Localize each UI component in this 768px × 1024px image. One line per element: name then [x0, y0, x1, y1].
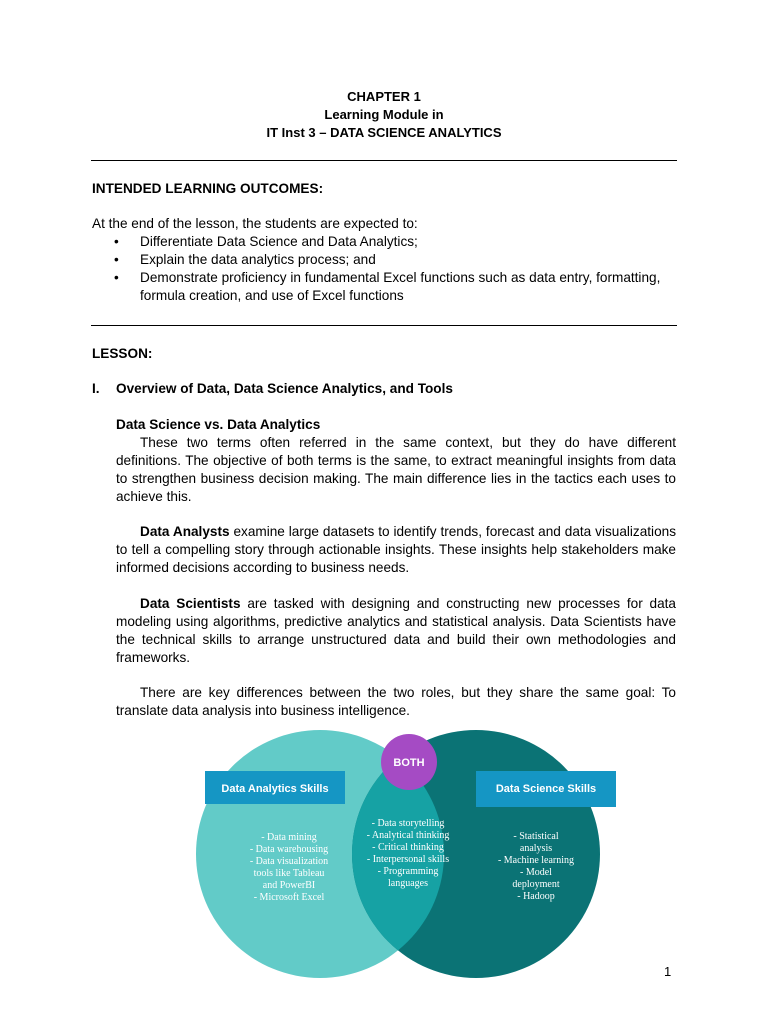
bullet-icon: •: [114, 252, 119, 267]
section-number: I.: [92, 381, 100, 396]
module-label: Learning Module in: [324, 107, 444, 122]
paragraph-data-analysts: [116, 523, 676, 577]
divider-top: [91, 160, 677, 161]
chapter-label: CHAPTER 1: [347, 89, 421, 104]
list-item: tools like Tableau: [253, 868, 325, 879]
paragraph-text: are tasked with designing and constructing new processes for data modeling using algorithms, predictive analytics and statistical analysis. Data Scientists have the technical skills to arrange unstructured data and build their own methodologies and frameworks.: [116, 596, 676, 665]
course-title: IT Inst 3 – DATA SCIENCE ANALYTICS: [266, 125, 502, 140]
term-data-analysts: Data Analysts: [140, 524, 230, 539]
list-item: - Microsoft Excel: [253, 892, 325, 903]
both-label: BOTH: [393, 757, 425, 769]
list-item-text: Demonstrate proficiency in fundamental Excel functions such as data entry, formatting, formula creation, and use of Excel functions: [140, 270, 661, 303]
paragraph-text: examine large datasets to identify trends, forecast and data visualizations to tell a compelling story through actionable insights. These insights help stakeholders make informed decisions according to business needs.: [116, 524, 676, 575]
venn-diagram: [196, 730, 624, 978]
outcomes-heading: INTENDED LEARNING OUTCOMES:: [92, 181, 324, 196]
list-item: languages: [388, 878, 428, 889]
list-item: [92, 251, 682, 269]
bullet-icon: •: [114, 234, 119, 249]
paragraph-definitions: These two terms often referred in the same context, but they do have different definitions. The objective of both terms is the same, to extract meaningful insights from data to strengthen business decision making. The main difference lies in the tactics each uses to achieve this.: [116, 435, 676, 504]
subheading: Data Science vs. Data Analytics: [116, 417, 321, 432]
list-item: - Analytical thinking: [366, 830, 450, 841]
list-item: - Hadoop: [517, 891, 555, 902]
list-item: and PowerBI: [262, 880, 316, 891]
list-item: analysis: [519, 843, 553, 854]
section-title: Overview of Data, Data Science Analytics, and Tools: [116, 381, 453, 396]
divider-middle: [91, 325, 677, 326]
list-item: [92, 233, 682, 251]
list-item: [92, 269, 682, 305]
term-data-scientists: Data Scientists: [140, 596, 241, 611]
list-item: - Data storytelling: [371, 818, 445, 829]
bullet-icon: •: [114, 270, 119, 285]
analytics-skills-title: Data Analytics Skills: [221, 783, 329, 795]
outcomes-list: [92, 233, 682, 305]
list-item: - Machine learning: [497, 855, 575, 866]
list-item: - Data visualization: [249, 856, 329, 867]
science-skills-title: Data Science Skills: [495, 783, 597, 795]
list-item: - Statistical: [513, 831, 559, 842]
paragraph-data-scientists: [116, 595, 676, 667]
list-item: - Programming: [377, 866, 439, 877]
list-item: - Model: [520, 867, 552, 878]
list-item: - Data mining: [261, 832, 317, 843]
outcomes-intro: At the end of the lesson, the students are expected to:: [92, 216, 418, 231]
list-item: - Data warehousing: [249, 844, 329, 855]
list-item: deployment: [512, 879, 560, 890]
list-item: - Interpersonal skills: [366, 854, 450, 865]
list-item-text: Explain the data analytics process; and: [140, 252, 376, 267]
paragraph-shared-goal: There are key differences between the two roles, but they share the same goal: To translate data analysis into business intelligence.: [116, 685, 676, 718]
list-item: - Critical thinking: [372, 842, 444, 853]
page-number: 1: [664, 964, 672, 979]
list-item-text: Differentiate Data Science and Data Analytics;: [140, 234, 418, 249]
analytics-skills-list: [250, 832, 328, 903]
lesson-heading: LESSON:: [92, 346, 153, 361]
